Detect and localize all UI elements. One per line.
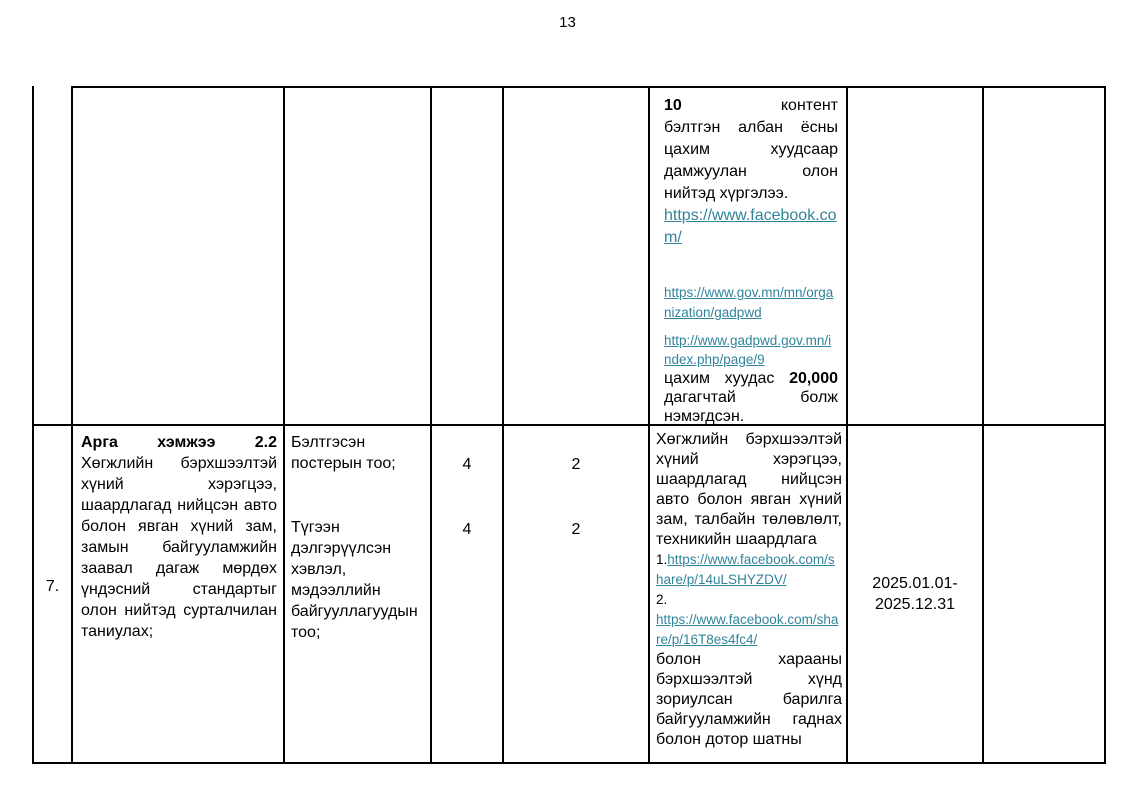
cell-prev-period xyxy=(846,86,982,424)
target-value: 4 xyxy=(462,521,472,538)
facebook-link-line xyxy=(664,205,838,249)
result-body-text: бэлтгэн албан ёсны цахим хуудсаар дамжуулан олон нийтэд хүргэлээ. xyxy=(664,119,838,202)
indicator-item: Түгээн дэлгэрүүлсэн хэвлэл, мэдээллийн байгууллагуудын тоо; xyxy=(291,519,418,641)
blank-line xyxy=(664,249,838,283)
report-table xyxy=(32,86,1106,764)
content-count: 10 xyxy=(664,97,682,114)
cell-prev-target xyxy=(430,86,502,424)
result-body-text: Хөгжлийн бэрхшээлтэй хүний хэрэгцээ, шаардлагад нийцсэн авто болон явган хүний зам, талбайн төлөвлөлт, техникийн шаардлага xyxy=(656,431,842,548)
page-number: 13 xyxy=(559,14,576,31)
period-value: 2025.01.01-2025.12.31 xyxy=(872,575,958,613)
cell-prev-index xyxy=(32,86,71,424)
row-index: 7. xyxy=(45,577,60,595)
gov-mn-link[interactable]: https://www.gov.mn/mn/organization/gadpwd xyxy=(664,285,834,320)
cell-prev-notes xyxy=(982,86,1106,424)
cell-row7-period xyxy=(846,424,982,764)
gov-link-line xyxy=(664,283,838,323)
indicator-item: Бэлтгэсэн постерын тоо; xyxy=(291,434,396,472)
cell-row7-activity xyxy=(71,424,283,764)
facebook-link[interactable]: https://www.facebook.com/ xyxy=(664,207,837,246)
cell-row7-index xyxy=(32,424,71,764)
activity-title: Арга хэмжээ 2.2 xyxy=(81,434,277,451)
facebook-share-link-1[interactable]: https://www.facebook.com/share/p/14uLSHYZDV/ xyxy=(656,552,835,587)
target-value: 4 xyxy=(462,456,472,473)
followers-text-2: дагагчтай болж нэмэгдсэн. xyxy=(664,389,838,424)
result-count-value: 2 xyxy=(571,521,581,538)
list-number-1: 1. xyxy=(656,552,668,567)
cell-row7-result-count xyxy=(502,424,648,764)
content-count-label: контент xyxy=(780,97,838,114)
result-tail-text: болон харааны бэрхшээлтэй хүнд зориулсан барилга байгууламжийн гаднах болон дотор шатны xyxy=(656,651,842,748)
cell-row7-result-text xyxy=(648,424,846,764)
list-number-2: 2. xyxy=(656,592,668,607)
gadpwd-link[interactable]: http://www.gadpwd.gov.mn/index.php/page/9 xyxy=(664,333,832,367)
cell-prev-result-text xyxy=(648,86,846,424)
cell-row7-indicator xyxy=(283,424,430,764)
cell-row7-target xyxy=(430,424,502,764)
activity-body: Хөгжлийн бэрхшээлтэй хүний хэрэгцээ, шаардлагад нийцсэн авто болон явган хүний зам, замын байгууламжийн заавал дагаж мөрдөх үндэсний стандартыг олон нийтэд сурталчилан таниулах; xyxy=(81,455,277,640)
cell-prev-result-count xyxy=(502,86,648,424)
cell-row7-notes xyxy=(982,424,1106,764)
blank-line xyxy=(664,323,838,331)
followers-count: 20,000 xyxy=(789,370,838,387)
gadpwd-link-line xyxy=(664,331,838,424)
cell-prev-indicator xyxy=(283,86,430,424)
cell-prev-activity xyxy=(71,86,283,424)
followers-text-1: цахим хуудас xyxy=(664,370,790,387)
facebook-share-link-2[interactable]: https://www.facebook.com/share/p/16T8es4fc4/ xyxy=(656,612,839,647)
result-lead-line xyxy=(664,95,838,117)
result-count-value: 2 xyxy=(571,456,581,473)
row7-result-paragraph xyxy=(656,430,842,750)
